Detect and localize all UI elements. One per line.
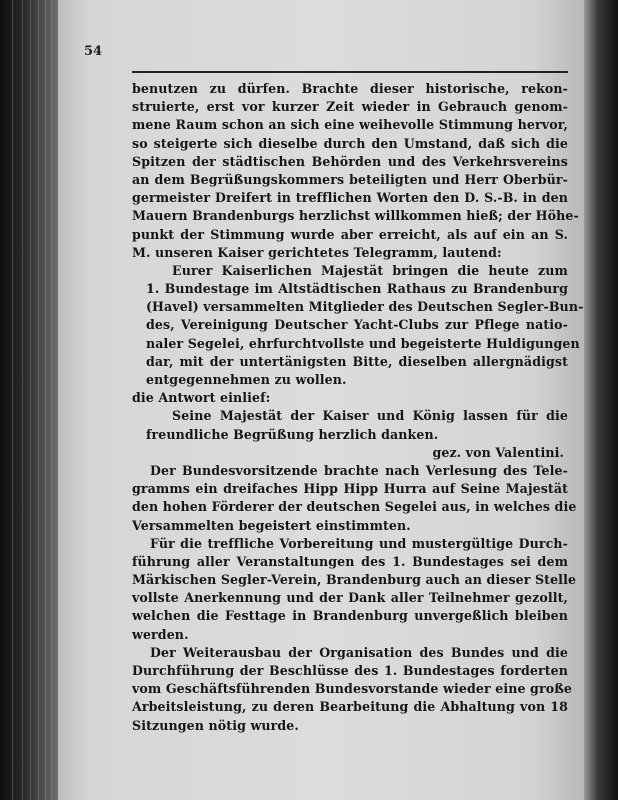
text-line: germeister Dreifert in trefflichen Worten den D. S.-B. in den xyxy=(132,190,568,206)
text-line: M. unseren Kaiser gerichtetes Telegramm, lautend: xyxy=(132,244,502,260)
body-text xyxy=(132,80,584,735)
text-line: so steigerte sich dieselbe durch den Umstand, daß sich die xyxy=(132,135,568,151)
text-line: vollste Anerkennung und der Dank aller Teilnehmer gezollt, xyxy=(132,590,568,606)
text-line: Seine Majestät der Kaiser und König lassen für die xyxy=(172,408,568,424)
text-line: Eurer Kaiserlichen Majestät bringen die heute zum xyxy=(172,262,568,278)
text-line: struierte, erst vor kurzer Zeit wieder in Gebrauch genom- xyxy=(132,99,568,115)
text-line: Versammelten begeistert einstimmten. xyxy=(132,517,411,533)
text-line: Der Weiterausbau der Organisation des Bundes und die xyxy=(150,644,568,660)
signature-line: gez. von Valentini. xyxy=(432,444,564,460)
text-line: Mauern Brandenburgs herzlichst willkommen hieß; der Höhe- xyxy=(132,208,579,224)
text-line: an dem Begrüßungskommers beteiligten und Herr Oberbür- xyxy=(132,171,568,187)
text-line: werden. xyxy=(132,626,189,642)
book-page-edges-left xyxy=(0,0,58,800)
text-line: führung aller Veranstaltungen des 1. Bundestages sei dem xyxy=(132,553,568,569)
text-line: 1. Bundestage im Altstädtischen Rathaus zu Brandenburg xyxy=(146,281,568,297)
text-line: punkt der Stimmung wurde aber erreicht, als auf ein an S. xyxy=(132,226,568,242)
text-line: freundliche Begrüßung herzlich danken. xyxy=(146,426,439,442)
text-line: dar, mit der untertänigsten Bitte, dieselben allergnädigst xyxy=(146,353,568,369)
page-number: 54 xyxy=(84,44,103,59)
text-line: Märkischen Segler-Verein, Brandenburg auch an dieser Stelle xyxy=(132,572,577,588)
text-line: benutzen zu dürfen. Brachte dieser historische, rekon- xyxy=(132,81,568,96)
header-rule xyxy=(132,71,568,73)
text-line: Arbeitsleistung, zu deren Bearbeitung die Abhaltung von 18 xyxy=(132,699,568,715)
book-page-edges-right xyxy=(584,0,618,800)
text-line: Sitzungen nötig wurde. xyxy=(132,717,299,733)
text-line: gramms ein dreifaches Hipp Hipp Hurra auf Seine Majestät xyxy=(132,481,568,497)
text-line: welchen die Festtage in Brandenburg unvergeßlich bleiben xyxy=(132,608,568,624)
text-line: mene Raum schon an sich eine weihevolle Stimmung hervor, xyxy=(132,117,568,133)
text-line: die Antwort einlief: xyxy=(132,390,271,406)
text-line: naler Segelei, ehrfurchtvollste und begeisterte Huldigungen xyxy=(146,335,580,351)
text-line: Durchführung der Beschlüsse des 1. Bundestages forderten xyxy=(132,663,568,678)
text-line: Spitzen der städtischen Behörden und des Verkehrsvereins xyxy=(132,153,568,169)
text-line: vom Geschäftsführenden Bundesvorstande wieder eine große xyxy=(132,681,572,697)
text-line: des, Vereinigung Deutscher Yacht-Clubs zur Pflege natio- xyxy=(146,317,568,333)
text-line: den hohen Förderer der deutschen Segelei aus, in welches die xyxy=(132,499,577,515)
text-line: Für die treffliche Vorbereitung und mustergültige Durch- xyxy=(150,535,568,551)
text-line: (Havel) versammelten Mitglieder des Deutschen Segler-Bun- xyxy=(146,299,584,315)
text-line: Der Bundesvorsitzende brachte nach Verlesung des Tele- xyxy=(150,462,568,478)
text-line: entgegennehmen zu wollen. xyxy=(146,372,347,387)
